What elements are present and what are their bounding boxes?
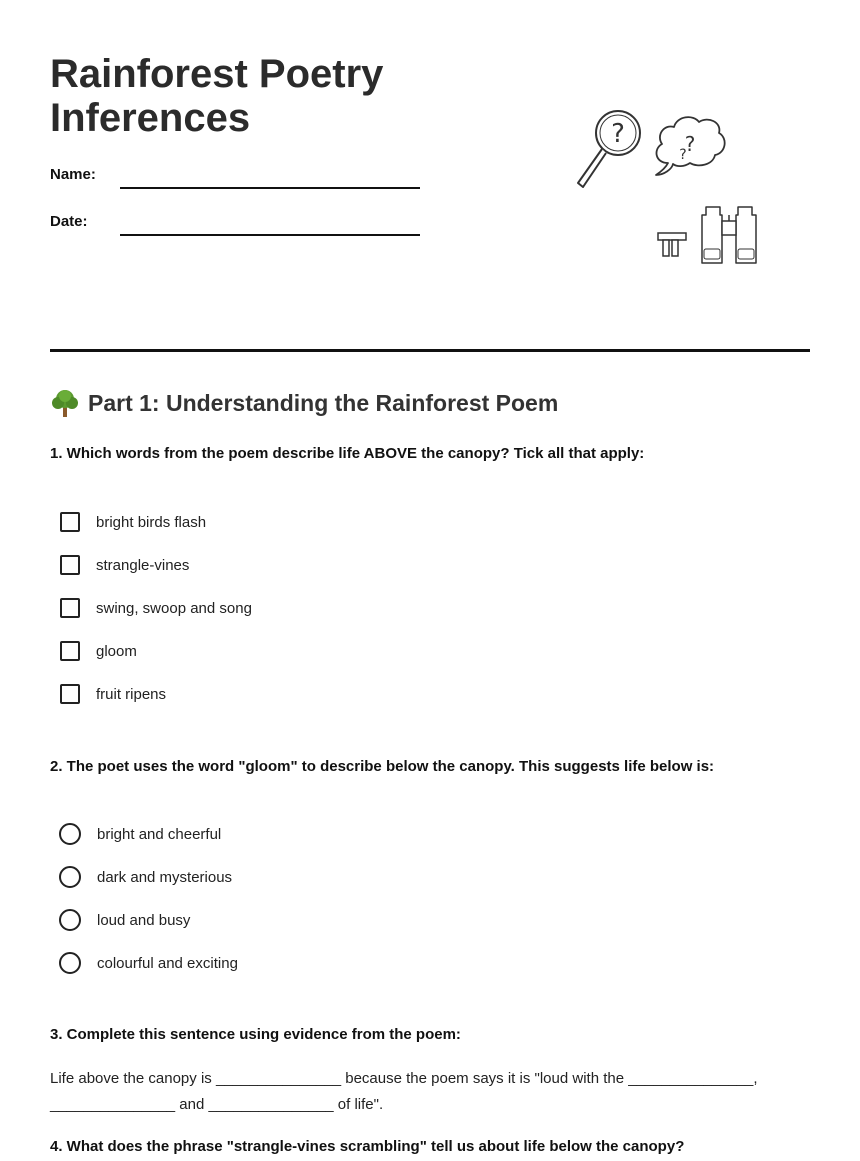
q1-option-label: gloom — [96, 642, 137, 660]
q2-radio[interactable] — [59, 952, 81, 974]
q1-checkbox[interactable] — [60, 684, 80, 704]
fill-in-sentence[interactable] — [50, 1066, 790, 1118]
q1-checkbox[interactable] — [60, 512, 80, 532]
magnifying-glass-icon — [570, 105, 645, 195]
q1-option-label: bright birds flash — [96, 513, 207, 531]
date-label: Date: — [50, 213, 88, 230]
q1-option-label: strangle-vines — [96, 556, 190, 574]
name-field[interactable] — [120, 187, 420, 189]
page-title: Rainforest Poetry Inferences — [50, 52, 384, 140]
section-divider — [50, 349, 810, 352]
question-1: 1. Which words from the poem describe life ABOVE the canopy? Tick all that apply: — [50, 445, 645, 462]
fill-in-line-1: Life above the canopy is _______________ because the poem says it is "loud with the _______________, — [50, 1070, 758, 1087]
q1-option[interactable] — [60, 639, 137, 663]
q2-option[interactable] — [60, 865, 232, 889]
tree-icon — [50, 388, 80, 418]
q2-radio[interactable] — [59, 866, 81, 888]
date-field[interactable] — [120, 234, 420, 236]
thought-bubble-icon — [650, 111, 730, 186]
svg-text:?: ? — [679, 147, 687, 163]
question-3: 3. Complete this sentence using evidence from the poem: — [50, 1026, 461, 1043]
q2-option-label: bright and cheerful — [97, 825, 222, 843]
q2-option-label: colourful and exciting — [97, 954, 238, 972]
q1-option[interactable] — [60, 596, 252, 620]
q1-checkbox[interactable] — [60, 555, 80, 575]
q2-radio[interactable] — [59, 823, 81, 845]
q1-checkbox[interactable] — [60, 598, 80, 618]
q1-option[interactable] — [60, 510, 206, 534]
q1-option-label: fruit ripens — [96, 685, 167, 703]
header-illustrations — [570, 105, 770, 275]
q1-option[interactable] — [60, 553, 189, 577]
part1-title-text: Part 1: Understanding the Rainforest Poem — [88, 389, 559, 416]
q2-option-label: loud and busy — [97, 911, 191, 929]
q1-checkbox[interactable] — [60, 641, 80, 661]
q1-option[interactable] — [60, 682, 166, 706]
svg-text:?: ? — [611, 119, 625, 149]
q2-option[interactable] — [60, 951, 238, 975]
q2-option[interactable] — [60, 908, 190, 932]
part1-title — [50, 388, 558, 418]
name-label: Name: — [50, 166, 96, 183]
q2-option-label: dark and mysterious — [97, 868, 233, 886]
question-4: 4. What does the phrase "strangle-vines scrambling" tell us about life below the canopy? — [50, 1138, 685, 1155]
svg-text:?: ? — [684, 132, 696, 156]
binoculars-icon — [655, 203, 765, 268]
q2-option[interactable] — [60, 822, 221, 846]
q2-radio[interactable] — [59, 909, 81, 931]
fill-in-line-2: _______________ and _______________ of life". — [50, 1096, 384, 1113]
q1-option-label: swing, swoop and song — [96, 599, 252, 617]
question-2: 2. The poet uses the word "gloom" to describe below the canopy. This suggests life below is: — [50, 758, 715, 775]
